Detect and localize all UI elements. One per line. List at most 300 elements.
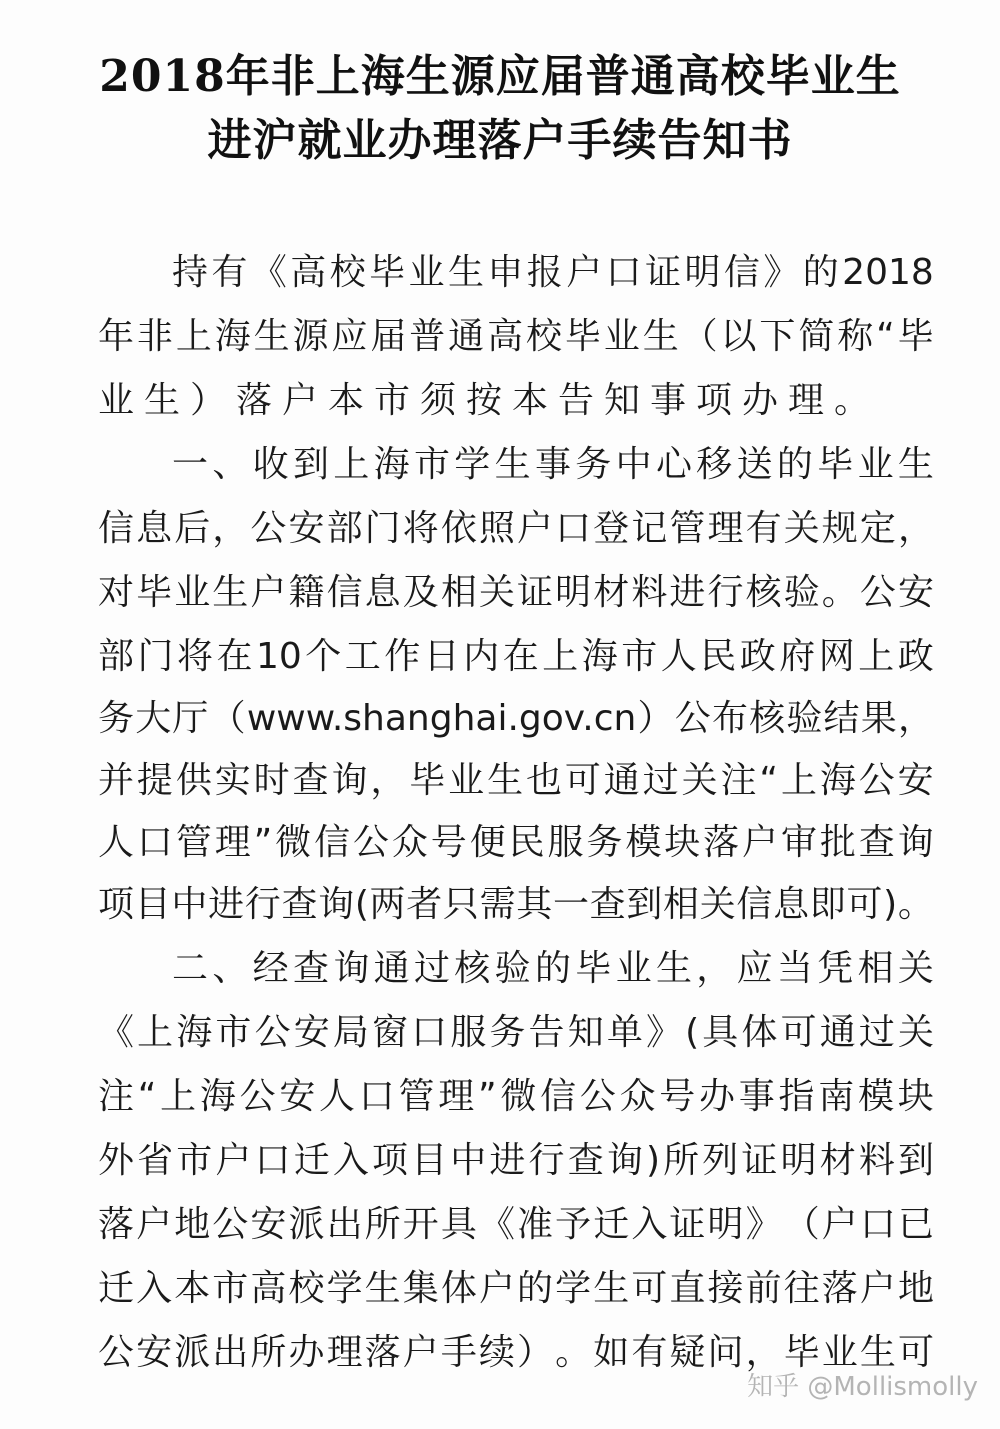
char: 时 (253, 760, 290, 801)
char: 一 (552, 884, 589, 925)
char: 证 (645, 252, 682, 293)
title-line-1: 2018年非上海生源应届普通高校毕业生 (99, 51, 901, 102)
char: 息 (773, 884, 810, 925)
char: ） (637, 698, 674, 739)
char: 10 (256, 636, 302, 677)
char: 明 (707, 1204, 744, 1245)
char: 迁 (593, 1204, 630, 1245)
char: 户 (742, 822, 779, 863)
char: 办 (288, 1332, 325, 1373)
char: 疑 (669, 1332, 706, 1373)
char: 予 (555, 1204, 592, 1245)
char: 有 (745, 508, 782, 549)
char: 口 (358, 1076, 395, 1117)
char: ） (517, 1332, 554, 1373)
char: 有 (211, 252, 248, 293)
char: 生 (487, 760, 524, 801)
char: 接 (707, 1268, 744, 1309)
char: 经 (252, 948, 289, 989)
char: 市 (621, 636, 658, 677)
char: 模 (625, 822, 662, 863)
char: 毕 (897, 316, 934, 357)
char: 材 (819, 1140, 856, 1181)
char: 公 (212, 1204, 249, 1245)
char: 出 (212, 1332, 249, 1373)
char: 目 (134, 884, 171, 925)
char: 相 (440, 572, 477, 613)
watermark: 知乎 @Mollismolly (747, 1372, 978, 1402)
char: 毕 (136, 572, 173, 613)
char: 入 (136, 1268, 173, 1309)
char: 可 (897, 1332, 934, 1373)
char: 。 (821, 572, 858, 613)
char: 查 (589, 884, 626, 925)
char: 业 (448, 760, 485, 801)
char: 户 (821, 1204, 858, 1245)
char: 口 (254, 1140, 291, 1181)
char: 理 (707, 508, 744, 549)
char: ， (745, 1332, 782, 1373)
char: 的 (802, 252, 839, 293)
char: 移 (696, 444, 733, 485)
char: 微 (275, 822, 312, 863)
char: 迁 (293, 1140, 330, 1181)
char: 查 (858, 822, 895, 863)
char: 二 (172, 948, 209, 989)
char: 通 (448, 316, 485, 357)
char: 业 (821, 1332, 858, 1373)
char: 体 (440, 1268, 477, 1309)
char: 具 (702, 1012, 739, 1053)
char: 所 (663, 1140, 700, 1181)
char: 送 (736, 444, 773, 485)
char: 两 (369, 884, 406, 925)
char: 》 (645, 1012, 682, 1053)
char: 高 (290, 252, 327, 293)
char: 日 (423, 636, 460, 677)
char: 息 (364, 572, 401, 613)
char: 业 (408, 252, 445, 293)
char: 以 (720, 316, 757, 357)
char: 通 (603, 760, 640, 801)
char: 人 (98, 822, 135, 863)
char: 市 (212, 1268, 249, 1309)
char: 口 (136, 822, 173, 863)
char: 部 (326, 508, 363, 549)
char: “ (876, 316, 895, 357)
body-line (98, 818, 934, 868)
char: 管 (669, 508, 706, 549)
char: 生 (447, 252, 484, 293)
char: 安 (293, 1012, 330, 1053)
char: 门 (364, 508, 401, 549)
char: ” (477, 1076, 497, 1117)
char: 应 (736, 948, 773, 989)
char: ， (897, 508, 934, 549)
char: 届 (370, 316, 407, 357)
char: 落 (98, 1204, 135, 1245)
char: 所 (364, 1204, 401, 1245)
char: 关 (897, 948, 934, 989)
char: 可 (846, 884, 883, 925)
char: 批 (819, 822, 856, 863)
char: 查 (281, 884, 318, 925)
char: 海 (819, 760, 856, 801)
char: 出 (326, 1204, 363, 1245)
char: 校 (288, 1268, 325, 1309)
body-line (98, 632, 934, 682)
char: 后 (174, 508, 211, 549)
char: 办 (699, 1076, 736, 1117)
char: 到 (292, 444, 329, 485)
char: 直 (669, 1268, 706, 1309)
body-line (98, 504, 934, 554)
char: 公 (352, 822, 389, 863)
char: 将 (402, 508, 439, 549)
char: 海 (373, 444, 410, 485)
char: 政 (897, 636, 934, 677)
body-line (172, 944, 934, 994)
char: 府 (779, 636, 816, 677)
char: 户 (566, 252, 603, 293)
char: 照 (478, 508, 515, 549)
char: 业 (174, 572, 211, 613)
char: 相 (857, 948, 894, 989)
char: 毕 (409, 760, 446, 801)
body-line (98, 694, 934, 744)
char: 民 (700, 636, 737, 677)
char: 高 (487, 316, 524, 357)
body-line (172, 440, 934, 490)
char: 核 (749, 698, 786, 739)
char: 上 (333, 444, 370, 485)
char: 公 (254, 1012, 291, 1053)
char: 具 (440, 1204, 477, 1245)
char: 众 (619, 1076, 656, 1117)
char: 公 (98, 1332, 135, 1373)
char: 持 (172, 252, 209, 293)
char: 明 (684, 252, 721, 293)
char: 务 (98, 698, 135, 739)
char: 块 (664, 822, 701, 863)
char: www.shanghai.gov.cn (246, 698, 637, 739)
char: 上 (858, 636, 895, 677)
char: 指 (778, 1076, 815, 1117)
char: 安 (136, 1332, 173, 1373)
char: 。 (555, 1332, 592, 1373)
char: 规 (821, 508, 858, 549)
char: 年 (98, 316, 135, 357)
char: 体 (741, 1012, 778, 1053)
char: 材 (593, 572, 630, 613)
char: 》 (745, 1204, 782, 1245)
char: 信 (326, 572, 363, 613)
char: 到 (626, 884, 663, 925)
body-line (98, 312, 934, 362)
char: 项 (371, 1140, 408, 1181)
char: 公 (859, 572, 896, 613)
char: 地 (897, 1268, 934, 1309)
char: 料 (631, 572, 668, 613)
char: 务 (586, 822, 623, 863)
char: 证 (669, 1204, 706, 1245)
char: 过 (413, 948, 450, 989)
char: 关 (699, 884, 736, 925)
char: 户 (215, 1140, 252, 1181)
char: 提 (136, 760, 173, 801)
char: 毕 (564, 316, 601, 357)
char: 证 (741, 1140, 778, 1181)
char: 下 (759, 316, 796, 357)
char: 即 (809, 884, 846, 925)
char: 内 (463, 636, 500, 677)
char: 的 (517, 1268, 554, 1309)
body-line (98, 568, 934, 618)
char: 上 (780, 760, 817, 801)
char: 理 (438, 1076, 475, 1117)
char: 号 (430, 822, 467, 863)
char: 果 (860, 698, 897, 739)
char: 申 (487, 252, 524, 293)
char: 称 (837, 316, 874, 357)
char: 查 (292, 948, 329, 989)
char: 关 (897, 1012, 934, 1053)
char: 行 (244, 884, 281, 925)
char: 公 (250, 508, 287, 549)
char: 注 (720, 760, 757, 801)
char: 源 (292, 316, 329, 357)
char: 到 (897, 1140, 934, 1181)
char: 民 (508, 822, 545, 863)
char: 验 (494, 948, 531, 989)
char: 已 (897, 1204, 934, 1245)
char: 。 (897, 884, 934, 925)
char: 信 (540, 1076, 577, 1117)
char: 需 (479, 884, 516, 925)
char: 的 (534, 948, 571, 989)
char: 非 (136, 316, 173, 357)
char: 告 (528, 1012, 565, 1053)
char: 询 (331, 760, 368, 801)
char: 市 (215, 1012, 252, 1053)
char: 进 (669, 572, 706, 613)
char: 政 (739, 636, 776, 677)
char: 毕 (817, 444, 854, 485)
char: 单 (606, 1012, 643, 1053)
char: 服 (450, 1012, 487, 1053)
char: 学 (454, 444, 491, 485)
char: 微 (500, 1076, 537, 1117)
char: 网 (818, 636, 855, 677)
char: 可 (780, 1012, 817, 1053)
char: 信 (314, 822, 351, 863)
char: 问 (707, 1332, 744, 1373)
char: 生 (859, 1332, 896, 1373)
char: 高 (250, 1268, 287, 1309)
char: 关 (783, 508, 820, 549)
char: 厅 (172, 698, 209, 739)
title-line-2: 进沪就业办理落户手续告知书 (207, 115, 793, 166)
char: 上 (160, 1076, 197, 1117)
char: 简 (798, 316, 835, 357)
char: 相 (663, 884, 700, 925)
char: （ (783, 1204, 820, 1245)
char: 学 (326, 1268, 363, 1309)
char: 业 (603, 316, 640, 357)
char: 目 (411, 1140, 448, 1181)
char: 人 (319, 1076, 356, 1117)
char: ， (212, 508, 249, 549)
char: 户 (402, 1332, 439, 1373)
char: 注 (98, 1076, 135, 1117)
char: 布 (711, 698, 748, 739)
char: 在 (216, 636, 253, 677)
char: 工 (344, 636, 381, 677)
char: 理 (214, 822, 251, 863)
char: 门 (137, 636, 174, 677)
char: 过 (858, 1012, 895, 1053)
char: 模 (857, 1076, 894, 1117)
char: 海 (581, 636, 618, 677)
char: 进 (489, 1140, 526, 1181)
char: 理 (326, 1332, 363, 1373)
char: 务 (575, 444, 612, 485)
char: 验 (786, 698, 823, 739)
char: 海 (176, 1012, 213, 1053)
char: 实 (214, 760, 251, 801)
char: 可 (631, 1268, 668, 1309)
char: 生 (494, 444, 531, 485)
char: ) (883, 884, 898, 925)
char: 查 (292, 760, 329, 801)
char: 生 (897, 444, 934, 485)
char: 明 (780, 1140, 817, 1181)
char: ， (696, 948, 733, 989)
char: 也 (525, 760, 562, 801)
body-line (98, 1136, 934, 1186)
char: 验 (783, 572, 820, 613)
char: 生 (593, 1268, 630, 1309)
body-line (98, 880, 934, 930)
char: 海 (199, 1076, 236, 1117)
char: 毕 (369, 252, 406, 293)
char: 海 (214, 316, 251, 357)
char: 窗 (371, 1012, 408, 1053)
char: 准 (517, 1204, 554, 1245)
char: 块 (897, 1076, 934, 1117)
char: 手 (440, 1332, 477, 1373)
char: 上 (137, 1012, 174, 1053)
char: 作 (384, 636, 421, 677)
char: 号 (659, 1076, 696, 1117)
char: 户 (250, 572, 287, 613)
char: 务 (489, 1012, 526, 1053)
char: 公 (858, 760, 895, 801)
body-line (172, 248, 934, 298)
char: 迁 (98, 1268, 135, 1309)
char: 其 (516, 884, 553, 925)
char: 集 (402, 1268, 439, 1309)
char: 公 (579, 1076, 616, 1117)
char: 普 (409, 316, 446, 357)
char: 业 (857, 444, 894, 485)
char: 者 (406, 884, 443, 925)
char: 入 (332, 1140, 369, 1181)
char: 如 (593, 1332, 630, 1373)
char: 核 (454, 948, 491, 989)
char: 学 (555, 1268, 592, 1309)
char: 查 (567, 1140, 604, 1181)
char: 知 (567, 1012, 604, 1053)
char: 信 (723, 252, 760, 293)
char: 口 (605, 252, 642, 293)
char: 管 (398, 1076, 435, 1117)
char: 市 (176, 1140, 213, 1181)
char: 公 (239, 1076, 276, 1117)
char: 凭 (817, 948, 854, 989)
char: 将 (177, 636, 214, 677)
char: ， (370, 760, 407, 801)
char: 个 (305, 636, 342, 677)
char: ， (897, 698, 934, 739)
char: 入 (631, 1204, 668, 1245)
char: 供 (175, 760, 212, 801)
char: 户 (859, 1268, 896, 1309)
char: 前 (745, 1268, 782, 1309)
char: 行 (528, 1140, 565, 1181)
char: 信 (736, 884, 773, 925)
char: 当 (776, 948, 813, 989)
char: 进 (208, 884, 245, 925)
body-line (98, 1008, 934, 1058)
char: 众 (391, 822, 428, 863)
char: 口 (555, 508, 592, 549)
char: 一 (172, 444, 209, 485)
char: 公 (674, 698, 711, 739)
char: 中 (615, 444, 652, 485)
char: 列 (702, 1140, 739, 1181)
char: 定 (859, 508, 896, 549)
char: 籍 (288, 572, 325, 613)
char: 安 (897, 572, 934, 613)
char: 大 (135, 698, 172, 739)
char: 事 (534, 444, 571, 485)
char: 上 (175, 316, 212, 357)
char: 户 (478, 1268, 515, 1309)
char: ( (354, 884, 369, 925)
char: 有 (631, 1332, 668, 1373)
char: 安 (288, 508, 325, 549)
char: 关 (681, 760, 718, 801)
char: 并 (98, 760, 135, 801)
char: 人 (660, 636, 697, 677)
char: “ (137, 1076, 157, 1117)
char: 派 (174, 1332, 211, 1373)
char: 通 (819, 1012, 856, 1053)
char: 所 (250, 1332, 287, 1373)
char: 《 (478, 1204, 515, 1245)
char: 证 (517, 572, 554, 613)
char: 地 (174, 1204, 211, 1245)
char: ) (645, 1140, 661, 1181)
char: 南 (818, 1076, 855, 1117)
char: 安 (250, 1204, 287, 1245)
char: 开 (402, 1204, 439, 1245)
char: 校 (525, 316, 562, 357)
char: 》 (763, 252, 800, 293)
char: 上 (542, 636, 579, 677)
char: 安 (897, 760, 934, 801)
